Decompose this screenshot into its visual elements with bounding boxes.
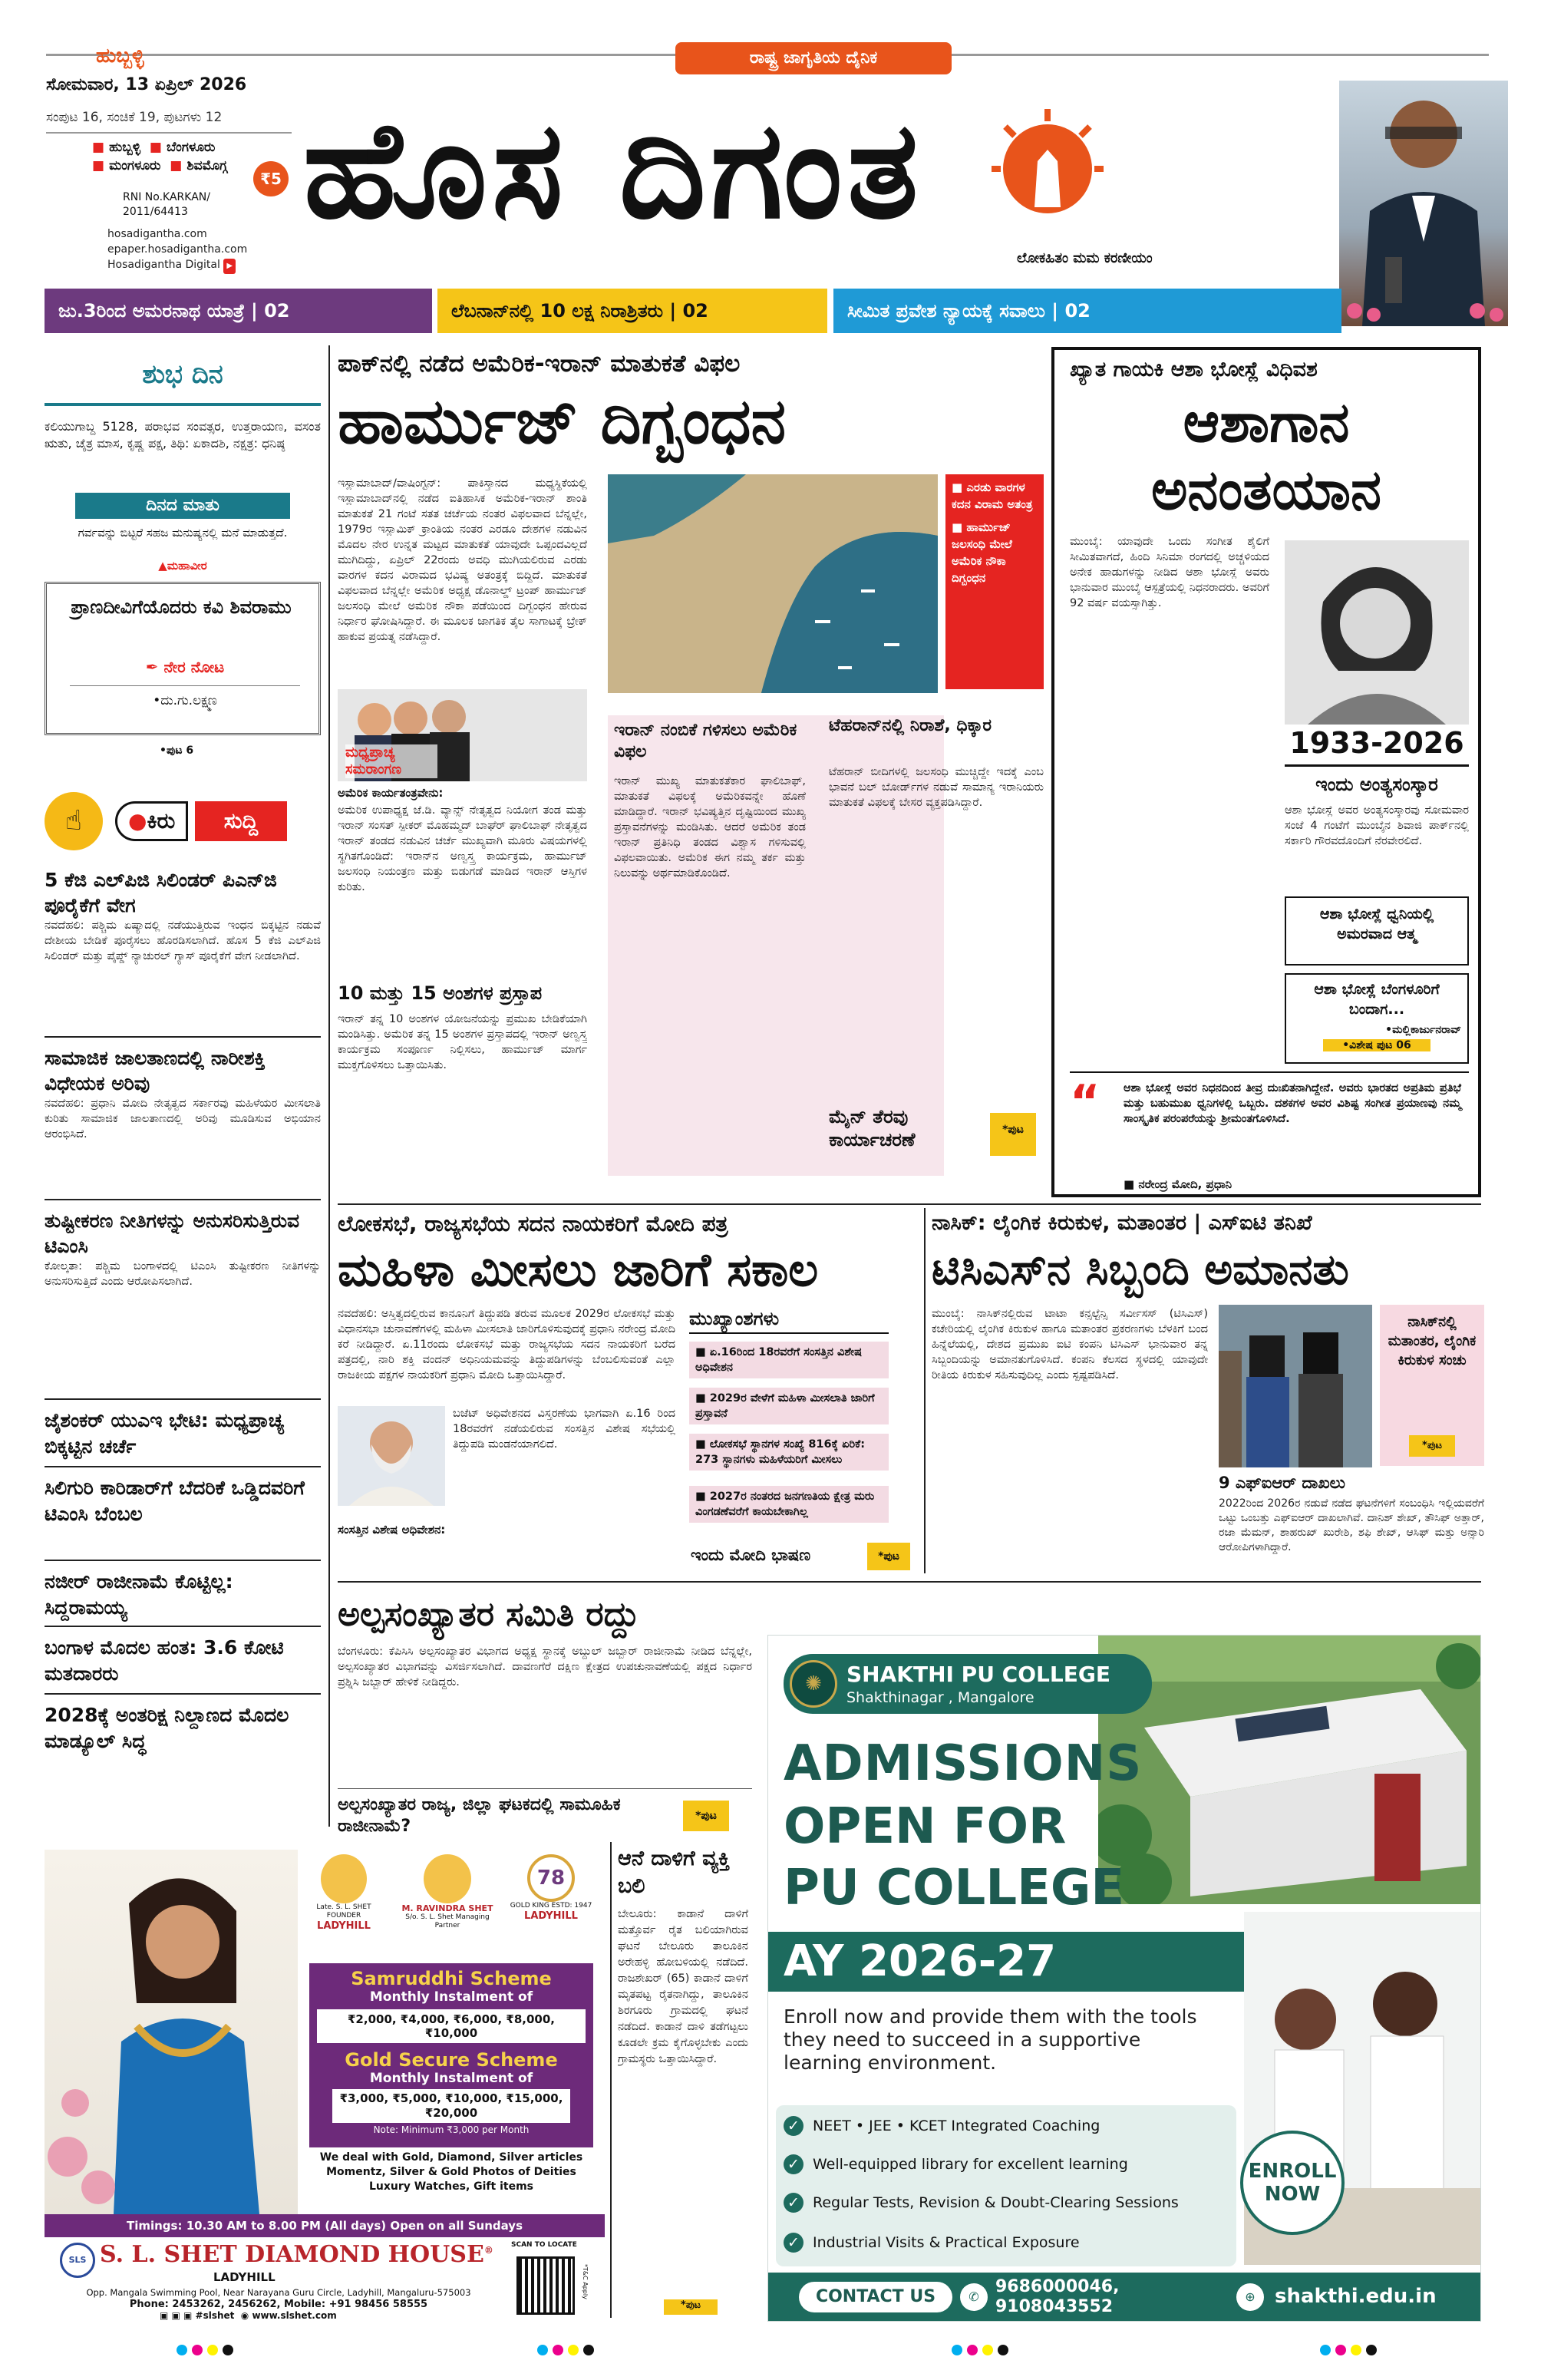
youtube-icon: ▶ [223,259,236,274]
brief-item[interactable]: ಬಂಗಾಳ ಮೊದಲ ಹಂತ: 3.6 ಕೋಟಿ ಮತದಾರರು [45,1636,284,1685]
image-tag-box [1380,1305,1484,1466]
social-handle[interactable]: ▣ ▣ ▣ #slshet ◉ www.slshet.com [160,2310,337,2321]
reg-dot [982,2345,993,2355]
scheme-panel [309,1963,593,2147]
megaphone-icon: ☝ [45,792,103,850]
kavi-box[interactable] [45,582,321,735]
ay-banner: AY 2026-27 [768,1932,1244,1992]
edition-city: ಹುಬ್ಬಳ್ಳಿ [96,45,144,68]
lead-subhead: ಅಮೆರಿಕ ಕಾರ್ಯತಂತ್ರವೇನು: [338,786,444,800]
volume-info: ಸಂಪುಟ 16, ಸಂಚಿಕೆ 19, ಪುಟಗಳು 12 [46,110,223,125]
store-phone[interactable]: Phone: 2453262, 2456262, Mobile: +91 98456 58555 [129,2299,428,2310]
divider [45,1199,321,1200]
shakthi-ad[interactable] [767,1635,1481,2322]
store-branch: LADYHILL [213,2270,276,2284]
edition-item: ■ ಮಂಗಳೂರು [92,158,160,173]
related-author: •ಮಲ್ಲಿಕಾರ್ಜುನರಾವ್ [1385,1024,1461,1036]
edition-item: ■ ಹುಬ್ಬಳ್ಳಿ [92,140,140,155]
highlight-item: ■ ಎರಡು ವಾರಗಳ ಕದನ ವಿರಾಮ ಅತಂತ್ರ [952,480,1033,511]
related-title: ಆಶಾ ಭೋಸ್ಲೆ ಧ್ವನಿಯಲ್ಲಿ ಅಮರವಾದ ಆತ್ಮ [1319,906,1434,942]
quote-source: ▲ಮಹಾವೀರ [158,559,207,573]
section-rule [338,1581,1481,1583]
college-website[interactable]: shakthi.edu.in [1275,2285,1437,2308]
page-ref[interactable]: *ಪುಟ [1409,1435,1455,1457]
motto: ಲೋಕಹಿತಂ ಮಮ ಕರಣೀಯಂ [1017,250,1153,266]
quote-icon: “ [1070,1075,1100,1129]
newspaper-title: ಹೊಸ ದಿಗಂತ [303,93,923,249]
tcs-story [932,1208,1484,1576]
reg-dot [223,2345,233,2355]
modi-story [338,1208,917,1576]
asha-headline[interactable]: ಆಶಾಗಾನ [1183,390,1350,454]
tcs-body: ಮುಂಬೈ: ನಾಸಿಕ್‌ನಲ್ಲಿರುವ ಟಾಟಾ ಕನ್ಸಲ್ಟೆನ್ಸಿ ಸರ್ವೀಸಸ್ (ಟಿಸಿಎಸ್) ಕಚೇರಿಯಲ್ಲಿ ಲೈಂಗಿಕ ಕಿರುಕುಳ ಹಾಗೂ ಮತಾಂತರ ಪ್ರಕರಣಗಳು ಬೆಳಕಿಗೆ ಬಂದ ಹಿನ್ನೆಲೆಯಲ್ಲಿ, ದೇಶದ ಪ್ರಮುಖ ಐಟಿ ಕಂಪನಿ ಟಿಸಿಎಸ್ ಭಾನುವಾರ ತನ್ನ ಸಿಬ್ಬಂದಿಯನ್ನು ಅಮಾನತುಗೊಳಿಸಿದೆ. ಕಂಪನಿ ಕೆಲಸದ ಸ್ಥಳದಲ್ಲಿ ಯಾವುದೇ ರೀತಿಯ ಕಿರುಕುಳ ಸಹಿಸುವುದಿಲ್ಲ ಎಂದು ಸ್ಪಷ್ಟಪಡಿಸಿದೆ. [932,1308,1208,1381]
years-badge: 78 [527,1854,575,1902]
reg-dot [998,2345,1008,2355]
divider [45,1036,321,1038]
reg-dot [952,2345,962,2355]
editions-list [92,138,261,175]
elephant-body: ಬೇಲೂರು: ಕಾಡಾನೆ ದಾಳಿಗೆ ಮತ್ತೊರ್ವ ರೈತ ಬಲಿಯಾಗಿರುವ ಘಟನೆ ಬೇಲೂರು ತಾಲೂಕಿನ ಅರೇಹಳ್ಳಿ ಹೋಬಳಿಯಲ್ಲಿ ನಡೆದಿದೆ. ರಾಜಶೇಖರ್ (65) ಕಾಡಾನೆ ದಾಳಿಗೆ ಮೃತಪಟ್ಟ ರೈತನಾಗಿದ್ದು, ತಾಲೂಕಿನ ಶಿರಗೂರು ಗ್ರಾಮದಲ್ಲಿ ಘಟನೆ ನಡೆದಿದೆ. ಕಾಡಾನೆ ದಾಳಿ ತಡೆಗಟ್ಟಲು ಕೂಡಲೇ ಕ್ರಮ ಕೈಗೊಳ್ಳಬೇಕು ಎಂದು ಗ್ರಾಮಸ್ಥರು ಒತ್ತಾಯಿಸಿದ್ದಾರೆ. [618,1908,748,2065]
divider [45,1466,321,1467]
lead-story [338,345,1044,1197]
reg-dot [192,2345,203,2355]
lead-headline[interactable]: ಹಾರ್ಮುಜ್ ದಿಗ್ಬಂಧನ [338,385,787,458]
check-icon: ✓ [784,2154,803,2174]
tcs-headline[interactable]: ಟಿಸಿಎಸ್‌ನ ಸಿಬ್ಬಂದಿ ಅಮಾನತು [932,1245,1349,1295]
check-icon: ✓ [784,2233,803,2253]
lead-kicker: ಪಾಕ್‌ನಲ್ಲಿ ನಡೆದ ಅಮೆರಿಕ-ಇರಾನ್ ಮಾತುಕತೆ ವಿಫಲ [338,350,741,378]
shubha-dina-title: ಶುಭ ದಿನ [142,359,223,390]
scheme-values: ₹3,000, ₹5,000, ₹10,000, ₹15,000, ₹20,000 [332,2089,570,2123]
founder-block [302,1850,386,1932]
panchanga: ಕಲಿಯುಗಾಬ್ದ 5128, ಪರಾಭವ ಸಂವತ್ಸರ, ಉತ್ತರಾಯಣ, ವಸಂತ ಋತು, ಚೈತ್ರ ಮಾಸ, ಕೃಷ್ಣ ಪಕ್ಷ, ತಿಥಿ: ಏಕಾದಶಿ, ನಕ್ಷತ್ರ: ಧನಿಷ್ಠ [45,419,321,451]
globe-icon: ⊕ [1236,2283,1264,2311]
highlights-panel [689,1308,889,1538]
image-caption: ಮಧ್ಯಪ್ರಾಚ್ಯ ಸಮರಾಂಗಣ [345,744,437,778]
scheme-title: Gold Secure Scheme [345,2049,558,2071]
antya-body: ಆಶಾ ಭೋಸ್ಲೆ ಅವರ ಅಂತ್ಯಸಂಸ್ಕಾರವು ಸೋಮವಾರ ಸಂಜೆ 4 ಗಂಟೆಗೆ ಮುಂಬೈನ ಶಿವಾಜಿ ಪಾರ್ಕ್‌ನಲ್ಲಿ ಸರ್ಕಾರಿ ಗೌರವದೊಂದಿಗೆ ನೆರವೇರಲಿದೆ. [1285,804,1469,847]
price-badge: ₹5 [253,161,289,196]
web-links [107,226,247,274]
ad-headline: PU COLLEGE [784,1860,1125,1916]
nera-nota: ✒ ನೇರ ನೋಟ [145,658,225,676]
qr-code[interactable] [516,2256,575,2315]
reg-dot [967,2345,978,2355]
college-location: Shakthinagar , Mangalore [846,1689,1034,1706]
deal-text: We deal with Gold, Diamond, Silver articles Momentz, Silver & Gold Photos of Deities Luxury Watches, Gift items [319,2151,583,2193]
issue-date: ಸೋಮವಾರ, 13 ಏಪ್ರಿಲ್ 2026 [46,75,247,94]
kavi-author: •ದು.ಗು.ಲಕ್ಷ್ಮಣ [153,693,217,708]
md-title: S/o. S. L. Shet Managing Partner [405,1913,490,1929]
asha-kicker: ಖ್ಯಾತ ಗಾಯಕಿ ಆಶಾ ಭೋಸ್ಲೆ ವಿಧಿವಶ [1070,358,1318,381]
lead-body-continued: ಇರಾನ್ ತನ್ನ 10 ಅಂಶಗಳ ಯೋಜನೆಯನ್ನು ಪ್ರಮುಖ ಬೇಡಿಕೆಯಾಗಿ ಮಂಡಿಸಿತ್ತು. ಅಮೆರಿಕ ತನ್ನ 15 ಅಂಶಗಳ ಪ್ರಸ್ತಾಪದಲ್ಲಿ ಇರಾನ್ ಅಣ್ವಸ್ತ್ರ ಕಾರ್ಯಕ್ರಮ ಸಂಪೂರ್ಣ ನಿಲ್ಲಿಸಲು, ಹಾರ್ಮುಜ್ ಮಾರ್ಗ ಮುಕ್ತಗೊಳಿಸಲು ಒತ್ತಾಯಿಸಿತು. [338,1013,587,1071]
reg-dot [553,2345,563,2355]
registration-marks [0,2345,1541,2368]
asha-portrait [1285,540,1469,725]
image-tag: ನಾಸಿಕ್‌ನಲ್ಲಿ ಮತಾಂತರ, ಲೈಂಗಿಕ ಕಿರುಕುಳ ಸಂಚು [1388,1314,1477,1368]
founder-photo [321,1854,367,1903]
check-icon: ✓ [784,2193,803,2213]
related-box[interactable] [1285,896,1469,966]
gold-king-block [509,1850,593,1922]
firs-body: 2022ರಿಂದ 2026ರ ನಡುವೆ ನಡೆದ ಘಟನೆಗಳಿಗೆ ಸಂಬಂಧಿಸಿ ಇಲ್ಲಿಯವರೆಗೆ ಒಟ್ಟು ಒಂಬತ್ತು ಎಫ್‌ಐಆರ್ ದಾಖಲಾಗಿವೆ. ದಾನಿಶ್ ಶೇಖ್, ತೌಸಿಫ್ ಅತ್ತಾರ್, ರಜಾ ಮೆಮನ್, ಶಾಹರುಖ್ ಖುರೇಶಿ, ಶಫಿ ಶೇಖ್, ಆಸಿಫ್ ಮತ್ತು ಅನ್ಸಾರಿ ಆರೋಪಿಗಳಾಗಿದ್ದಾರೆ. [1219,1497,1484,1553]
gold-king: GOLD KING ESTD: 1947 [510,1902,592,1910]
divider [45,1693,321,1695]
divider [45,1626,321,1627]
ad-headline: ADMISSIONS [784,1735,1143,1792]
minority-headline[interactable]: ಅಲ್ಪಸಂಖ್ಯಾತರ ಸಮಿತಿ ರದ್ದು [338,1595,640,1634]
minority-subhead: ಅಲ್ಪಸಂಖ್ಯಾತರ ರಾಜ್ಯ, ಜಿಲ್ಲಾ ಘಟಕದಲ್ಲಿ ಸಾಮೂಹಿಕ ರಾಜೀನಾಮೆ? [338,1795,621,1836]
sun-emblem-icon [990,107,1105,223]
lead-subhead: ಮೈನ್ ತೆರವು ಕಾರ್ಯಾಚರಣೆ [829,1106,916,1150]
highlight-item: ■ ಹಾರ್ಮುಜ್ ಜಲಸಂಧಿ ಮೇಲೆ ಅಮೆರಿಕ ನೌಕಾ ದಿಗ್ಬಂಧನ [952,520,1012,585]
highlight-point: ■ ಏ.16ರಿಂದ 18ರವರೆಗೆ ಸಂಸತ್ತಿನ ವಿಶೇಷ ಅಧಿವೇಶನ [689,1342,889,1378]
tnc: *T&C Apply [582,2264,589,2299]
scheme-subtitle: Monthly Instalment of [369,1989,533,2005]
college-logo-icon: ✺ [790,1660,837,1708]
highlights-box [945,474,1044,689]
feature-item: ✓ Well-equipped library for excellent learning [784,2154,1229,2174]
lead-subhead: 10 ಮತ್ತು 15 ಅಂಶಗಳ ಪ್ರಸ್ತಾಪ [338,982,543,1004]
scheme-subtitle: Monthly Instalment of [369,2071,533,2086]
modi-headline[interactable]: ಮಹಿಳಾ ಮೀಸಲು ಜಾರಿಗೆ ಸಕಾಲ [338,1243,819,1297]
brief-title: ತುಷ್ಟೀಕರಣ ನೀತಿಗಳನ್ನು ಅನುಸರಿಸುತ್ತಿರುವ ಟಿಎಂಸಿ [45,1210,300,1257]
divider [1070,1071,1469,1073]
pm-quote-by: ■ ನರೇಂದ್ರ ಮೋದಿ, ಪ್ರಧಾನಿ [1124,1177,1232,1191]
arrest-photo [1219,1305,1372,1467]
firs-title: 9 ಎಫ್‌ಐಆರ್ ದಾಖಲು [1219,1474,1345,1492]
scheme-values: ₹2,000, ₹4,000, ₹6,000, ₹8,000, ₹10,000 [317,2009,586,2043]
reg-dot [1351,2345,1361,2355]
pm-quote: ಆಶಾ ಭೋಸ್ಲೆ ಅವರ ನಿಧನದಿಂದ ತೀವ್ರ ದುಃಖಿತನಾಗಿದ್ದೇನೆ. ಅವರು ಭಾರತದ ಅಪ್ರತಿಮ ಪ್ರತಿಭೆ ಮತ್ತು ಬಹುಮುಖ ಧ್ವನಿಗಳಲ್ಲಿ ಒಬ್ಬರು. ದಶಕಗಳ ಅವರ ವಿಶಿಷ್ಟ ಸಂಗೀತ ಪ್ರಯಾಣವು ನಮ್ಮ ಸಾಂಸ್ಕೃತಿಕ ಪರಂಪರೆಯನ್ನು ಶ್ರೀಮಂತಗೊಳಿಸಿದೆ. [1124,1082,1461,1125]
suddi-label: ಸುದ್ದಿ [195,801,287,841]
brief-body: ನವದೆಹಲಿ: ಪ್ರಧಾನಿ ಮೋದಿ ನೇತೃತ್ವದ ಸರ್ಕಾರವು ಮಹಿಳೆಯರ ಮೀಸಲಾತಿ ಕುರಿತು ಸಾಮಾಜಿಕ ಜಾಲತಾಣದಲ್ಲಿ ಅರಿವು ಮೂಡಿಸುವ ಅಭಿಯಾನ ಆರಂಭಿಸಿದೆ. [45,1098,321,1140]
sub-story-body: ಇರಾನ್ ಮುಖ್ಯ ಮಾತುಕತೆಕಾರ ಘಾಲಿಬಾಫ್, ಮಾತುಕತೆ ವಿಫಲಕ್ಕೆ ಅಮೆರಿಕವನ್ನೇ ಹೊಣೆ ಮಾಡಿದ್ದಾರೆ. ಇರಾನ್ ಭವಿಷ್ಯತ್ತಿನ ದೃಷ್ಟಿಯಿಂದ ಮುಖ್ಯ ಪ್ರಸ್ತಾವನೆಗಳನ್ನು ಮಂಡಿಸಿತು. ಆದರೆ ಅಮೆರಿಕ ತಂಡ ಇರಾನ್ ಪ್ರತಿನಿಧಿ ತಂಡದ ವಿಶ್ವಾಸ ಗಳಿಸುವಲ್ಲಿ ವಿಫಲವಾಯಿತು. ಅಮೆರಿಕ ಈಗ ನಮ್ಮ ತರ್ಕ ಮತ್ತು ನಿಲುವನ್ನು ಅರ್ಥಮಾಡಿಕೊಂಡಿದೆ. [614,775,806,880]
strait-photo [608,474,938,693]
related-title: ಆಶಾ ಭೋಸ್ಲೆ ಬೆಂಗಳೂರಿಗೆ ಬಂದಾಗ... [1314,981,1440,1018]
enroll-button[interactable]: ENROLL NOW [1240,2131,1345,2235]
highlight-point: ■ ಲೋಕಸಭೆ ಸ್ಥಾನಗಳ ಸಂಖ್ಯೆ 816ಕ್ಕೆ ಏರಿಕೆ: 273 ಸ್ಥಾನಗಳು ಮಹಿಳೆಯರಿಗೆ ಮೀಸಲು [689,1434,889,1471]
wave-divider [45,403,321,406]
timings-bar: Timings: 10.30 AM to 8.00 PM (All days) Open on all Sundays [45,2214,605,2237]
brief-item[interactable] [45,1045,321,1142]
lead-body-continued: ಅಮೆರಿಕ ಉಪಾಧ್ಯಕ್ಷ ಜೆ.ಡಿ. ವ್ಯಾನ್ಸ್ ನೇತೃತ್ವದ ನಿಯೋಗ ತಂಡ ಮತ್ತು ಇರಾನ್ ಸಂಸತ್ ಸ್ಪೀಕರ್ ಮೊಹಮ್ಮದ್ ಬಾಘೆರ್ ಘಾಲಿಬಾಫ್ ನೇತೃತ್ವದ ಇರಾನ್ ತಂಡದ ನಡುವಿನ ಚರ್ಚೆ ಮುಖ್ಯವಾಗಿ ಮೂರು ವಿಷಯಗಳಲ್ಲಿ ಸ್ಥಗಿತಗೊಂಡಿದೆ: ಇರಾನ್‌ನ ಅಣ್ವಸ್ತ್ರ ಕಾರ್ಯಕ್ರಮ, ಹಾರ್ಮುಜ್ ಜಲಸಂಧಿ ನಿಯಂತ್ರಣ ಮತ್ತು ಬಿಡುಗಡೆ ಮಾಡಿದ ಇರಾನ್ ಆಸ್ತಿಗಳ ಕುರಿತು. [338,804,587,893]
tcs-kicker: ನಾಸಿಕ್: ಲೈಂಗಿಕ ಕಿರುಕುಳ, ಮತಾಂತರ | ಎಸ್‌ಐಟಿ ತನಿಖೆ [932,1211,1312,1235]
reg-dot [177,2345,187,2355]
modi-body: ನವದೆಹಲಿ: ಅಸ್ತಿತ್ವದಲ್ಲಿರುವ ಕಾನೂನಿಗೆ ತಿದ್ದುಪಡಿ ತರುವ ಮೂಲಕ 2029ರ ಲೋಕಸಭೆ ಮತ್ತು ವಿಧಾನಸಭಾ ಚುನಾವಣೆಗಳಲ್ಲಿ ಮಹಿಳಾ ಮೀಸಲಾತಿ ಜಾರಿಗೊಳಿಸುವುದಕ್ಕೆ ಪ್ರಧಾನಿ ನರೇಂದ್ರ ಮೋದಿ ಕರೆ ನೀಡಿದ್ದಾರೆ. ಏ.11ರಂದು ಲೋಕಸಭೆ ಮತ್ತು ರಾಜ್ಯಸಭೆಯ ಸದನ ನಾಯಕರಿಗೆ ಬರೆದ ಪತ್ರದಲ್ಲಿ, ನಾರಿ ಶಕ್ತಿ ವಂದನ್ ಅಧಿನಿಯಮವನ್ನು ತಿದ್ದುಪಡಿಗಳನ್ನು ಬೆಂಬಲಿಸುವಂತೆ ಎಲ್ಲಾ ರಾಜಕೀಯ ಪಕ್ಷಗಳ ನಾಯಕರಿಗೆ ಪ್ರಧಾನಿ ಮೋದಿ ಒತ್ತಾಯಿಸಿದ್ದಾರೆ. [338,1308,675,1381]
minority-story [338,1589,752,1842]
column-rule [924,1208,926,1573]
divider [338,1788,752,1789]
feature-item: ✓ Industrial Visits & Practical Exposure [784,2233,1229,2253]
brief-item[interactable]: ಜೈಶಂಕರ್ ಯುಎಇ ಭೇಟಿ: ಮಧ್ಯಪ್ರಾಚ್ಯ ಬಿಕ್ಕಟ್ಟಿನ ಚರ್ಚೆ [45,1409,285,1457]
reg-dot [583,2345,594,2355]
brief-item[interactable] [45,867,321,964]
edition-item: ■ ಶಿವಮೊಗ್ಗ [170,158,227,173]
gold-brand: LADYHILL [524,1910,578,1922]
section-rule [338,1203,1481,1205]
modi-subhead: ಸಂಸತ್ತಿನ ವಿಶೇಷ ಅಧಿವೇಶನ: [338,1523,446,1537]
check-icon: ✓ [784,2116,803,2136]
kiru-suddi-header [45,791,321,852]
highlight-point: ■ 2029ರ ವೇಳೆಗೆ ಮಹಿಳಾ ಮೀಸಲಾತಿ ಜಾರಿಗೆ ಪ್ರಸ್ತಾವನೆ [689,1388,889,1424]
md-block [394,1850,501,1930]
divider [46,132,292,134]
contact-phones[interactable]: 9686000046, 9108043552 [995,2277,1120,2316]
modi-kicker: ಲೋಕಸಭೆ, ರಾಜ್ಯಸಭೆಯ ಸದನ ನಾಯಕರಿಗೆ ಮೋದಿ ಪತ್ರ [338,1211,728,1236]
college-logo-bar [784,1654,1152,1714]
brief-body: ನವದೆಹಲಿ: ಪಶ್ಚಿಮ ಏಷ್ಯಾದಲ್ಲಿ ನಡೆಯುತ್ತಿರುವ ಇಂಧನ ಬಿಕ್ಕಟ್ಟಿನ ನಡುವೆ ದೇಶೀಯ ಬೇಡಿಕೆ ಪೂರೈಸಲು ಹೊರಡಿಸಲಾಗಿದೆ. ಹೊಸ 5 ಕೆಜಿ ಎಲ್‌ಪಿಜಿ ಸಿಲಿಂಡರ್ ಮತ್ತು ಪೈಪ್ಡ್ ನ್ಯಾಚುರಲ್ ಗ್ಯಾಸ್ ಪೂರೈಕೆಗೆ ವೇಗ ನೀಡಲಾಗಿದೆ. [45,919,321,962]
divider [45,1398,321,1400]
ad-blurb: Enroll now and provide them with the tools they need to succeed in a supportive learning environment. [784,2005,1197,2074]
feature-item: ✓ NEET • JEE • KCET Integrated Coaching [784,2116,1229,2136]
asha-headline[interactable]: ಅನಂತಯಾನ [1150,457,1382,522]
campus-image [1098,1636,1481,1904]
teaser-item[interactable]: ಜು.3ರಿಂದ ಅಮರನಾಥ ಯಾತ್ರೆ | 02 [45,289,432,333]
digital-link[interactable]: Hosadigantha Digital ▶ [107,257,247,274]
reg-dot [537,2345,548,2355]
divider [45,1560,321,1561]
kiru-label: ●ಕಿರು [115,801,188,841]
feature-item: ✓ Regular Tests, Revision & Doubt-Clearing Sessions [784,2193,1229,2213]
contact-label: CONTACT US [799,2282,952,2312]
asha-story [1051,347,1481,1197]
divider [1285,764,1469,767]
ad-model-image [45,1850,298,2214]
masthead-photo [1339,81,1508,326]
divider [70,685,300,686]
scheme-title: Samruddhi Scheme [351,1968,552,1989]
related-box[interactable] [1285,973,1469,1064]
reg-dot [1320,2345,1331,2355]
store-name: S. L. SHET DIAMOND HOUSE® [100,2241,493,2268]
brief-body: ಕೋಲ್ಕತಾ: ಪಶ್ಚಿಮ ಬಂಗಾಳದಲ್ಲಿ ಟಿಎಂಸಿ ತುಷ್ಟೀಕರಣ ನೀತಿಗಳನ್ನು ಅನುಸರಿಸುತ್ತಿದೆ ಎಂದು ಆರೋಪಿಸಲಾಗಿದೆ. [45,1260,321,1288]
highlight-point: ■ 2027ರ ನಂತರದ ಜನಗಣತಿಯ ಕ್ಷೇತ್ರ ಮರು ವಿಂಗಡಣೆವರೆಗೆ ಕಾಯಬೇಕಾಗಿಲ್ಲ [689,1486,889,1523]
md-photo [424,1854,471,1903]
asha-years: 1933-2026 [1289,726,1464,760]
website-link[interactable]: hosadigantha.com [107,228,207,240]
page-ref[interactable]: *ಪುಟ [664,2299,718,2315]
modi-footer[interactable]: ಇಂದು ಮೋದಿ ಭಾಷಣ [691,1546,811,1564]
brief-title: 5 ಕೆಜಿ ಎಲ್‌ಪಿಜಿ ಸಿಲಿಂಡರ್ ಪಿಎನ್‌ಜಿ ಪೂರೈಕೆಗೆ ವೇಗ [45,869,277,916]
column-rule [610,1842,612,2318]
founder-caption: Late. S. L. SHET FOUNDER [316,1903,371,1920]
elephant-headline[interactable]: ಆನೆ ದಾಳಿಗೆ ವ್ಯಕ್ತಿ ಬಲಿ [618,1847,731,1898]
masthead [0,0,1541,288]
qr-caption: SCAN TO LOCATE [511,2241,577,2249]
brief-title: ಸಾಮಾಜಿಕ ಜಾಲತಾಣದಲ್ಲಿ ನಾರೀಶಕ್ತಿ ವಿಧೇಯಕ ಅರಿವು [45,1047,266,1094]
rni-number: RNI No.KARKAN/ 2011/64413 [123,191,210,218]
store-address: Opp. Mangala Swimming Pool, Near Narayana Guru Circle, Ladyhill, Mangaluru-575003 [86,2287,471,2298]
phone-icon: ✆ [960,2283,988,2311]
brief-item[interactable]: 2028ಕ್ಕೆ ಅಂತರಿಕ್ಷ ನಿಲ್ದಾಣದ ಮೊದಲ ಮಾಡ್ಯೂಲ್ ಸಿದ್ಧ [45,1704,289,1752]
asha-body: ಮುಂಬೈ: ಯಾವುದೇ ಒಂದು ಸಂಗೀತ ಶೈಲಿಗೆ ಸೀಮಿತವಾಗದೆ, ಹಿಂದಿ ಸಿನಿಮಾ ರಂಗದಲ್ಲಿ ಅಚ್ಚಳಿಯದ ಅನೇಕ ಹಾಡುಗಳನ್ನು ನೀಡಿದ ಆಶಾ ಭೋಸ್ಲೆ ಅವರು ಭಾನುವಾರ ಮುಂಬೈ ಆಸ್ಪತ್ರೆಯಲ್ಲಿ ನಿಧನರಾದರು. ಅವರಿಗೆ 92 ವರ್ಷ ವಯಸ್ಸಾಗಿತ್ತು. [1070,536,1269,609]
college-name: SHAKTHI PU COLLEGE [846,1662,1110,1687]
md-name: M. RAVINDRA SHET [401,1903,493,1913]
modi-body-continued: ಬಜೆಟ್ ಅಧಿವೇಶನದ ವಿಸ್ತರಣೆಯ ಭಾಗವಾಗಿ ಏ.16 ರಿಂದ 18ರವರೆಗೆ ನಡೆಯಲಿರುವ ಸಂಸತ್ತಿನ ವಿಶೇಷ ಸಭೆಯಲ್ಲಿ ತಿದ್ದುಪಡಿ ಮಂಡನೆಯಾಗಲಿದೆ. [453,1408,675,1451]
edition-item: ■ ಬೆಂಗಳೂರು [150,140,216,155]
antya-title: ಇಂದು ಅಂತ್ಯಸಂಸ್ಕಾರ [1315,774,1438,795]
kavi-title: ಪ್ರಾಣದೀವಿಗೆಯೊದರು ಕವಿ ಶಿವರಾಮು [71,596,292,618]
column-rule [328,345,330,1827]
minority-body: ಬೆಂಗಳೂರು: ಕೆಪಿಸಿಸಿ ಅಲ್ಪಸಂಖ್ಯಾತರ ವಿಭಾಗದ ಅಧ್ಯಕ್ಷ ಸ್ಥಾನಕ್ಕೆ ಅಬ್ದುಲ್ ಜಬ್ಬಾರ್ ರಾಜೀನಾಮೆ ನೀಡಿದ ಬೆನ್ನಲ್ಲೇ, ಅಲ್ಪಸಂಖ್ಯಾತರ ವಿಭಾಗವನ್ನು ವಿಸರ್ಜಿಸಲಾಗಿದೆ. ದಾವಣಗೆರೆ ದಕ್ಷಿಣ ಕ್ಷೇತ್ರದ ಉಪಚುನಾವಣೆಯಲ್ಲಿ ಪಕ್ಷದ ನಿರ್ಧಾರ ಪ್ರಶ್ನಿಸಿ ಜಬ್ಬಾರ್ ಹೇಳಿಕೆ ನೀಡಿದ್ದರು. [338,1646,752,1688]
page-ref[interactable]: *ಪುಟ [867,1543,910,1570]
reg-dot [207,2345,218,2355]
reg-dot [1335,2345,1346,2355]
teaser-item[interactable]: ಸೀಮಿತ ಪ್ರವೇಶ ನ್ಯಾಯಕ್ಕೆ ಸವಾಲು | 02 [833,289,1341,333]
page-ref[interactable]: *ಪುಟ [990,1113,1036,1156]
brief-item[interactable] [45,1208,321,1289]
features-panel [776,2105,1236,2266]
founder-brand: LADYHILL [317,1920,371,1932]
scheme-note: Note: Minimum ₹3,000 per Month [373,2124,530,2135]
reg-dot [568,2345,579,2355]
related-page: •ವಿಶೇಷ ಪುಟ 06 [1323,1039,1430,1051]
ad-headline: OPEN FOR [784,1798,1067,1855]
teaser-bar [45,289,1341,333]
reg-dot [1366,2345,1377,2355]
ad-logos-row [302,1850,601,1957]
teaser-item[interactable]: ಲೆಬನಾನ್‌ನಲ್ಲಿ 10 ಲಕ್ಷ ನಿರಾಶ್ರಿತರು | 02 [437,289,827,333]
epaper-link[interactable]: epaper.hosadigantha.com [107,243,248,256]
dinada-matu-title: ದಿನದ ಮಾತು [75,493,290,519]
brief-item[interactable]: ಸಿಲಿಗುರಿ ಕಾರಿಡಾರ್‌ಗೆ ಬೆದರಿಕೆ ಒಡ್ಡಿದವರಿಗೆ ಟಿಎಂಸಿ ಬೆಂಬಲ [45,1477,305,1525]
dinada-matu-text: ಗರ್ವವನ್ನು ಬಿಟ್ಟರೆ ಸಹಜ ಮನುಷ್ಯನಲ್ಲಿ ಮನೆ ಮಾಡುತ್ತದೆ. [78,526,288,540]
lead-subhead: ಟೆಹರಾನ್‌ನಲ್ಲಿ ನಿರಾಶೆ, ಧಿಕ್ಕಾರ [829,716,992,735]
ladyhill-ad[interactable] [45,1850,605,2321]
contact-bar [768,2273,1481,2322]
brief-item[interactable]: ನಜೀರ್ ರಾಜೀನಾಮೆ ಕೊಟ್ಟಿಲ್ಲ: ಸಿದ್ದರಾಮಯ್ಯ [45,1570,233,1619]
tagline-badge: ರಾಷ್ಟ್ರ ಜಾಗೃತಿಯ ದೈನಿಕ [675,42,952,74]
page-ref[interactable]: •ಪುಟ 6 [160,744,194,757]
lead-body: ಇಸ್ಲಾಮಾಬಾದ್/ವಾಷಿಂಗ್ಟನ್: ಪಾಕಿಸ್ತಾನದ ಮಧ್ಯಸ್ಥಿಕೆಯಲ್ಲಿ ಇಸ್ಲಾಮಾಬಾದ್‌ನಲ್ಲಿ ನಡೆದ ಐತಿಹಾಸಿಕ ಅಮೆರಿಕ-ಇರಾನ್ ಶಾಂತಿ ಮಾತುಕತೆ 21 ಗಂಟೆ ಸತತ ಚರ್ಚೆಯ ನಂತರ ವಿಫಲವಾದ ಬೆನ್ನಲ್ಲೇ, 1979ರ ಇಸ್ಲಾಮಿಕ್ ಕ್ರಾಂತಿಯ ನಂತರ ಎರಡೂ ದೇಶಗಳ ನಡುವಿನ ಮೊದಲ ನೇರ ಉನ್ನತ ಮಟ್ಟದ ಮಾತುಕತೆ ಯಾವುದೇ ಒಪ್ಪಂದವಿಲ್ಲದೆ ಮುಗಿದಿದ್ದು, ಏಪ್ರಿಲ್ 22ರಂದು ಅವಧಿ ಮುಗಿಯಲಿರುವ ಎರಡು ವಾರಗಳ ಕದನ ವಿರಾಮದ ಭವಿಷ್ಯ ಅತಂತ್ರಕ್ಕೆ ಬಿದ್ದಿದೆ. ಮಾತುಕತೆ ವಿಫಲವಾದ ಬೆನ್ನಲ್ಲೇ ಅಮೆರಿಕ ಅಧ್ಯಕ್ಷ ಡೊನಾಲ್ಡ್ ಟ್ರಂಪ್ ಹಾರ್ಮುಜ್ ಜಲಸಂಧಿ ಮೇಲೆ ಅಮೆರಿಕ ನೌಕಾ ಪಡೆಯಿಂದ ದಿಗ್ಬಂಧನ ಹೇರುವ ನಿರ್ಧಾರ ಘೋಷಿಸಿದ್ದಾರೆ. ಈ ಮೂಲಕ ಜಾಗತಿಕ ತೈಲ ಸಾಗಾಟಕ್ಕೆ ಬ್ರೇಕ್ ಹಾಕುವ ಪ್ರಯತ್ನ ನಡೆಸಿದ್ದಾರೆ. [338,477,587,643]
modi-photo [338,1406,445,1506]
lead-subhead: ಇರಾನ್ ನಂಬಿಕೆ ಗಳಿಸಲು ಅಮೆರಿಕ ವಿಫಲ [614,721,797,761]
shet-logo-icon: SLS [60,2243,95,2278]
elephant-story [618,1842,748,2318]
page-ref[interactable]: *ಪುಟ [683,1801,729,1831]
highlights-title: ಮುಖ್ಯಾಂಶಗಳು [689,1308,889,1334]
sub-story-body: ಟೆಹರಾನ್ ಬೀದಿಗಳಲ್ಲಿ ಜಲಸಂಧಿ ಮುಚ್ಚಿದ್ದೇ ಇದಕ್ಕೆ ಎಂಬ ಭಾವನೆ ಬಲ್ ಬೋರ್ಡ್‌ಗಳ ನಡುವೆ ಸಾಮಾನ್ಯ ಇರಾನಿಯರು ಮಾತುಕತೆ ವಿಫಲಕ್ಕೆ ಬೇಸರ ವ್ಯಕ್ತಪಡಿಸಿದ್ದಾರೆ. [829,766,1044,809]
